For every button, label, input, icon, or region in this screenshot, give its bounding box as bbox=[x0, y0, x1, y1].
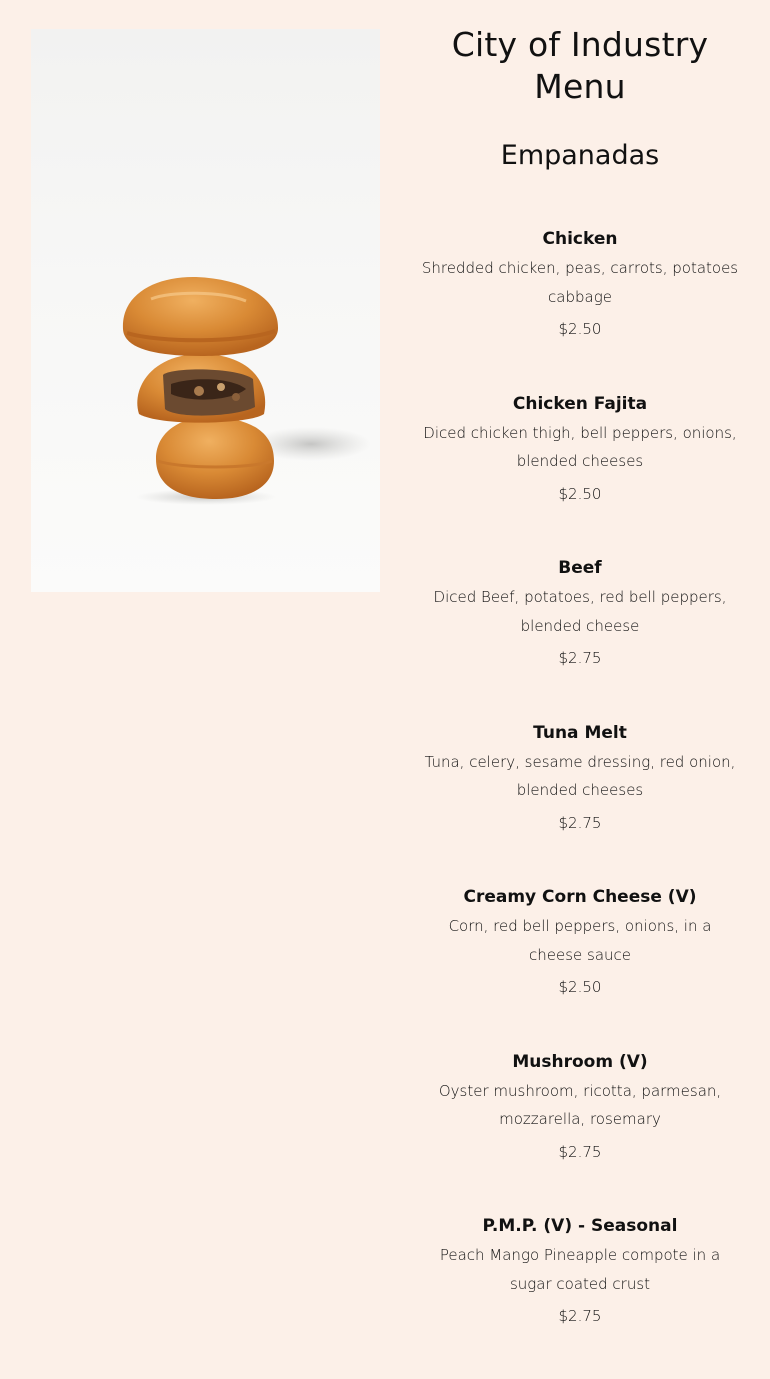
item-price: $2.75 bbox=[558, 1307, 602, 1326]
menu-items-list bbox=[410, 227, 750, 1379]
menu-item bbox=[410, 1214, 750, 1379]
item-price: $2.50 bbox=[558, 484, 602, 503]
item-description: Oyster mushroom, ricotta, parmesan, mozzarella, rosemary bbox=[438, 1081, 722, 1129]
item-price: $2.50 bbox=[558, 978, 602, 997]
item-price: $2.75 bbox=[558, 649, 602, 668]
page-title: City of Industry Menu bbox=[451, 25, 709, 106]
item-name: Creamy Corn Cheese (V) bbox=[463, 887, 697, 907]
menu-item bbox=[410, 556, 750, 721]
item-description: Shredded chicken, peas, carrots, potatoes cabbage bbox=[421, 259, 739, 306]
empanada-stack-photo bbox=[31, 29, 380, 592]
menu-panel bbox=[410, 24, 750, 1379]
item-name: Chicken Fajita bbox=[512, 393, 648, 414]
item-price: $2.75 bbox=[558, 813, 602, 832]
item-description: Diced Beef, potatoes, red bell peppers, blended cheese bbox=[433, 588, 727, 635]
item-description: Diced chicken thigh, bell peppers, onions, blended cheeses bbox=[423, 423, 737, 471]
menu-item bbox=[410, 721, 750, 886]
menu-item bbox=[410, 1050, 750, 1215]
item-price: $2.50 bbox=[558, 320, 602, 339]
menu-item bbox=[410, 227, 750, 392]
section-title: Empanadas bbox=[500, 140, 660, 171]
menu-item bbox=[410, 885, 750, 1050]
item-name: Chicken bbox=[542, 229, 618, 249]
menu-item bbox=[410, 392, 750, 557]
item-name: Mushroom (V) bbox=[512, 1051, 648, 1072]
item-name: Tuna Melt bbox=[533, 722, 627, 743]
item-name: Beef bbox=[558, 558, 602, 578]
item-description: Tuna, celery, sesame dressing, red onion, blended cheeses bbox=[424, 752, 736, 800]
item-description: Peach Mango Pineapple compote in a sugar coated crust bbox=[439, 1246, 721, 1293]
item-description: Corn, red bell peppers, onions, in a cheese sauce bbox=[448, 917, 712, 964]
item-name: P.M.P. (V) - Seasonal bbox=[482, 1216, 678, 1236]
empanada-illustration bbox=[31, 29, 380, 592]
item-price: $2.75 bbox=[558, 1142, 602, 1161]
